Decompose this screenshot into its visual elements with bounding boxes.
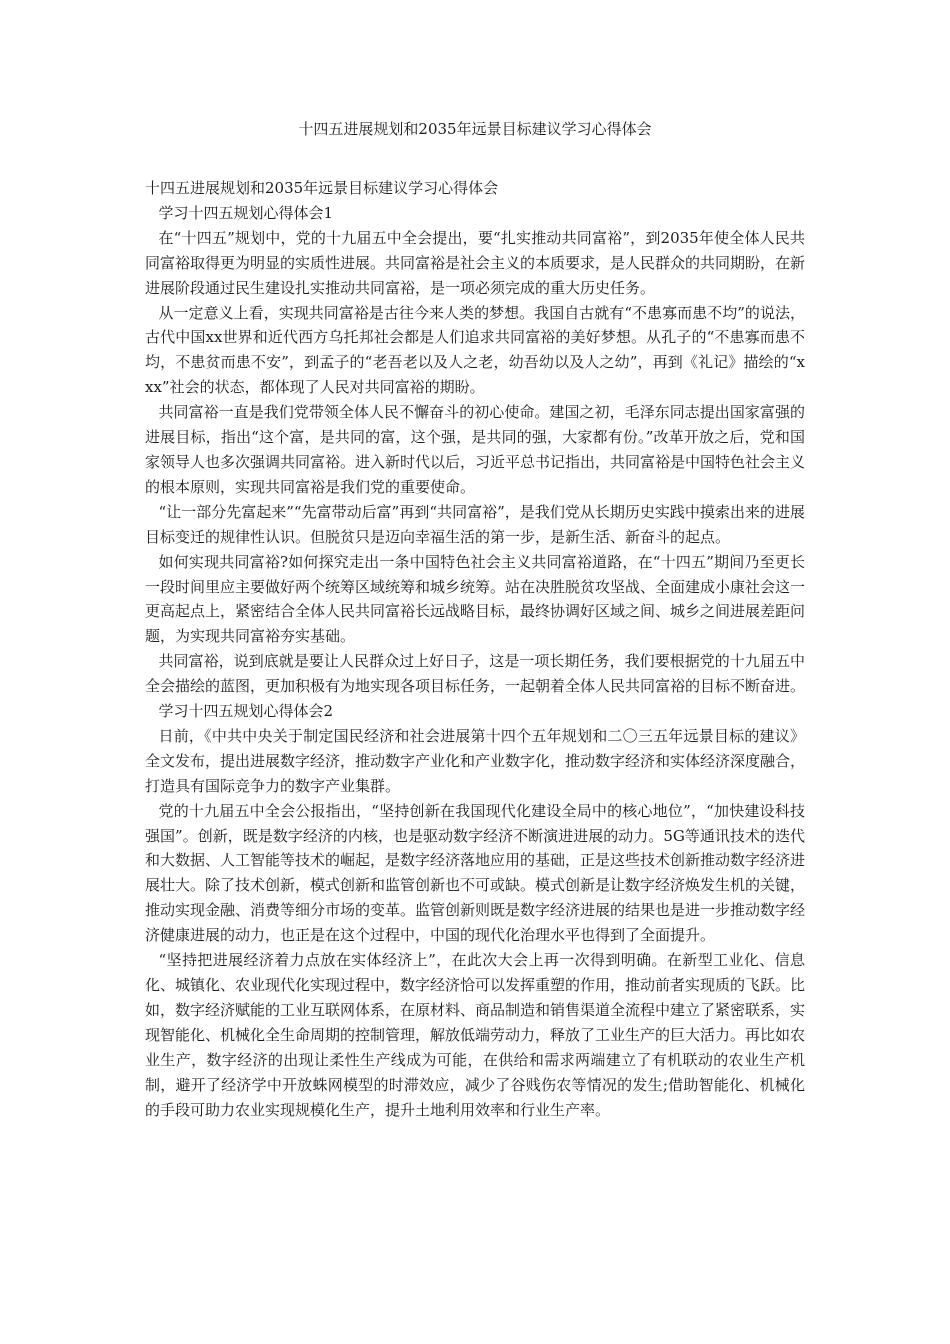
section-1-paragraph: 如何实现共同富裕?如何探究走出一条中国特色社会主义共同富裕道路，在“十四五”期间乃至更长一段时间里应主要做好两个统筹区域统筹和城乡统筹。站在决胜脱贫攻坚战、全面建成小康社会这一更高起点上，紧密结合全体人民共同富裕长远战略目标，最终协调好区域之间、城乡之间进展差距问题，为实现共同富裕夯实基础。 [145, 552, 806, 646]
section-1-title: 学习十四五规划心得体会1 [158, 203, 334, 222]
section-2-paragraph: “坚持把进展经济着力点放在实体经济上”，在此次大会上再一次得到明确。在新型工业化、信息化、城镇化、农业现代化实现过程中，数字经济恰可以发挥重塑的作用，推动前者实现质的飞跃。比如，数字经济赋能的工业互联网体系，在原材料、商品制造和销售渠道全流程中建立了紧密联系，实现智能化、机械化全生命周期的控制管理，解放低端劳动力，释放了工业生产的巨大活力。再比如农业生产，数字经济的出现让柔性生产线成为可能，在供给和需求两端建立了有机联动的农业生产机制，避开了经济学中开放蛛网模型的时滞效应，减少了谷贱伤农等情况的发生;借助智能化、机械化的手段可助力农业实现规模化生产，提升土地利用效率和行业生产率。 [145, 951, 806, 1119]
section-1-paragraph: 共同富裕，说到底就是要让人民群众过上好日子，这是一项长期任务，我们要根据党的十九届五中全会描绘的蓝图，更加积极有为地实现各项目标任务，一起朝着全体人民共同富裕的目标不断奋进。 [145, 652, 806, 696]
section-1-paragraph: 共同富裕一直是我们党带领全体人民不懈奋斗的初心使命。建国之初，毛泽东同志提出国家富强的进展目标，指出“这个富，是共同的富，这个强，是共同的强，大家都有份。”改革开放之后，党和国家领导人也多次强调共同富裕。进入新时代以后，习近平总书记指出，共同富裕是中国特色社会主义的根本原则，实现共同富裕是我们党的重要使命。 [145, 403, 806, 496]
section-2-paragraph: 日前，《中共中央关于制定国民经济和社会进展第十四个五年规划和二〇三五年远景目标的建议》全文发布，提出进展数字经济，推动数字产业化和产业数字化，推动数字经济和实体经济深度融合，打造具有国际竞争力的数字产业集群。 [145, 726, 806, 795]
document-heading: 十四五进展规划和2035年远景目标建议学习心得体会 [145, 179, 499, 197]
document-title: 十四五进展规划和2035年远景目标建议学习心得体会 [298, 120, 652, 138]
section-2-title: 学习十四五规划心得体会2 [158, 702, 334, 721]
section-1-paragraph: 在“十四五”规划中，党的十九届五中全会提出，要“扎实推动共同富裕”，到2035年使全体人民共同富裕取得更为明显的实质性进展。共同富裕是社会主义的本质要求，是人民群众的共同期盼，在新进展阶段通过民生建设扎实推动共同富裕，是一项必须完成的重大历史任务。 [145, 228, 806, 297]
document-body [145, 176, 805, 1122]
section-2-paragraph: 党的十九届五中全会公报指出，“坚持创新在我国现代化建设全局中的核心地位”，“加快建设科技强国”。创新，既是数字经济的内核，也是驱动数字经济不断演进进展的动力。5G等通讯技术的迭代和大数据、人工智能等技术的崛起，是数字经济落地应用的基础，正是这些技术创新推动数字经济进展壮大。除了技术创新，模式创新和监管创新也不可或缺。模式创新是让数字经济焕发生机的关键，推动实现金融、消费等细分市场的变革。监管创新则既是数字经济进展的结果也是进一步推动数字经济健康进展的动力，也正是在这个过程中，中国的现代化治理水平也得到了全面提升。 [145, 801, 806, 945]
section-1-paragraph: “让一部分先富起来”“先富带动后富”再到“共同富裕”，是我们党从长期历史实践中摸索出来的进展目标变迁的规律性认识。但脱贫只是迈向幸福生活的第一步，是新生活、新奋斗的起点。 [145, 502, 805, 546]
section-1-paragraph: 从一定意义上看，实现共同富裕是古往今来人类的梦想。我国自古就有“不患寡而患不均”的说法，古代中国xx世界和近代西方乌托邦社会都是人们追求共同富裕的美好梦想。从孔子的“不患寡而患不均，不患贫而患不安”，到孟子的“老吾老以及人之老，幼吾幼以及人之幼”，再到《礼记》描绘的“xxx”社会的状态，都体现了人民对共同富裕的期盼。 [145, 303, 805, 397]
